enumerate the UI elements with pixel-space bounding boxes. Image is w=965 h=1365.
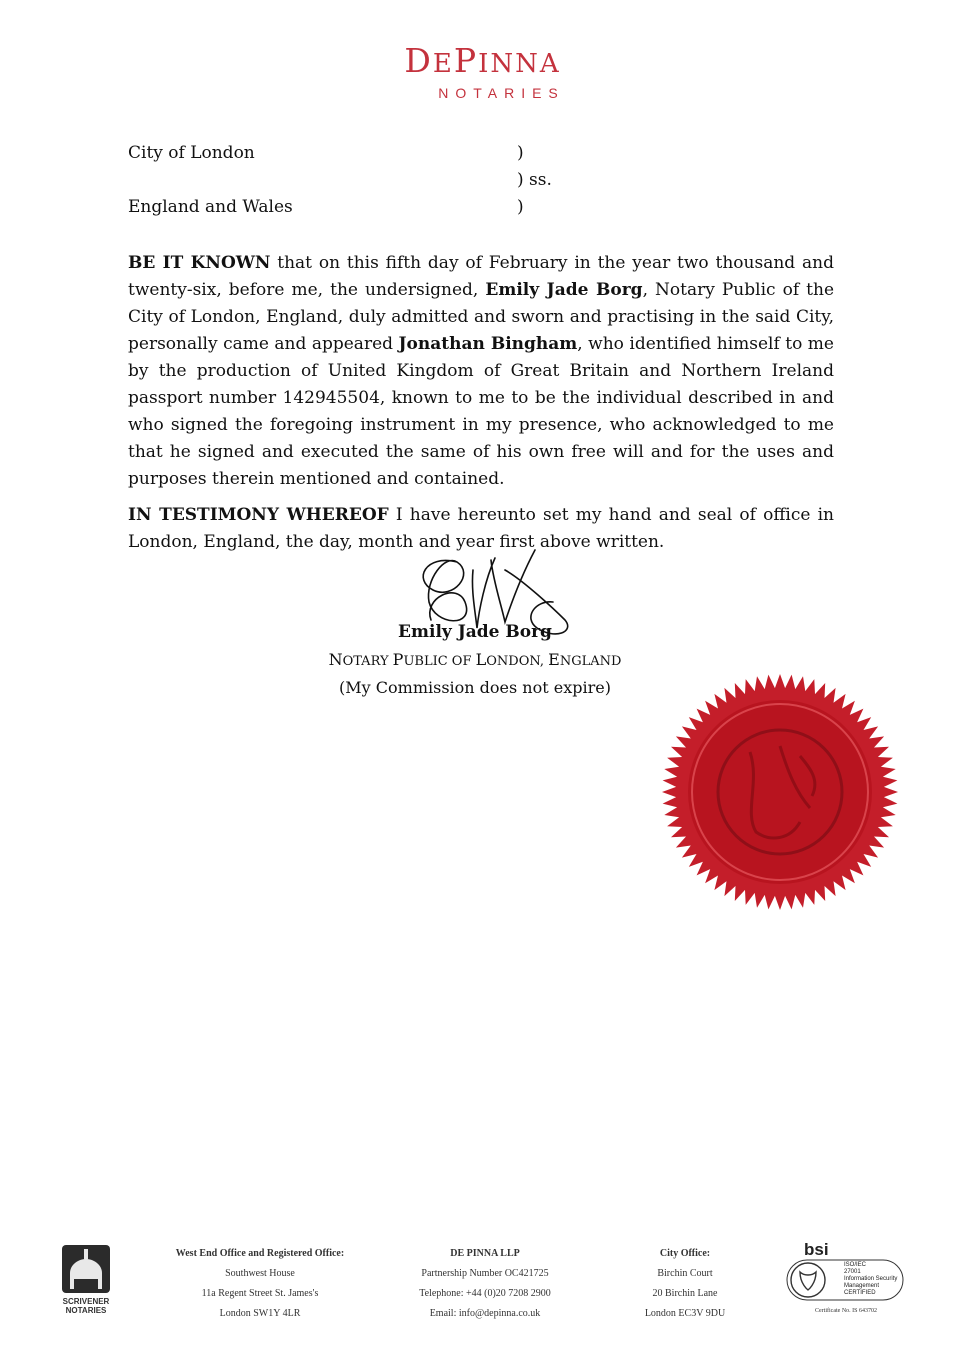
venue-ss: ) ss.: [517, 170, 552, 190]
llp-details: DE PINNA LLP Partnership Number OC421725 Telephone: +44 (0)20 7208 2900 Email: info@depinna.co.uk: [419, 1248, 551, 1319]
west-end-office: West End Office and Registered Office: Southwest House 11a Regent Street St. James's London SW1Y 4LR: [175, 1248, 345, 1319]
bsi-logo: bsi: [804, 1240, 829, 1259]
logo-subtitle: NOTARIES: [438, 85, 565, 101]
signatory-title: NOTARY PUBLIC OF LONDON, ENGLAND: [328, 650, 622, 669]
testimony-paragraph: IN TESTIMONY WHEREOF I have hereunto set my hand and seal of office in London, England, the day, month and year first above written.: [128, 505, 834, 552]
logo-wordmark: DEPINNA: [404, 41, 561, 80]
bsi-certificate-number: Certificate No. IS 643702: [815, 1308, 877, 1314]
signatory-name: Emily Jade Borg: [398, 622, 552, 642]
scrivener-notaries-label: SCRIVENER NOTARIES: [62, 1297, 110, 1315]
notary-name: Emily Jade Borg: [485, 280, 643, 300]
bsi-certification-badge: [786, 1240, 906, 1320]
notary-seal: [660, 672, 900, 912]
venue-paren-bottom: ): [517, 197, 524, 217]
appearer-name: Jonathan Bingham: [398, 334, 578, 354]
handwritten-signature: [405, 540, 590, 650]
venue-country: England and Wales: [128, 197, 293, 217]
testimony-heading: IN TESTIMONY WHEREOF: [128, 505, 389, 525]
scrivener-dome-icon: [60, 1243, 112, 1295]
venue-city: City of London: [128, 143, 255, 163]
venue-paren-top: ): [517, 143, 524, 163]
notarial-certificate-paragraph: BE IT KNOWN that on this fifth day of February in the year two thousand and twenty-six, before me, the undersigned, Emily Jade Borg, Notary Public of the City of London, England, duly admitted and sworn and practising in the said City, personally came and appeared Jonathan Bingham, who identified himself to me by the production of United Kingdom of Great Britain and Northern Ireland passport number 142945504, known to me to be the individual described in and who signed the foregoing instrument in my presence, who acknowledged to me that he signed and executed the same of his own free will and for the uses and purposes therein mentioned and contained.: [128, 253, 835, 489]
bsi-iso-text: ISO/IEC 27001 Information Security Management CERTIFIED: [844, 1262, 898, 1296]
letterhead-logo: [0, 42, 965, 101]
be-it-known-heading: BE IT KNOWN: [128, 253, 271, 273]
commission-note: (My Commission does not expire): [339, 678, 611, 697]
city-office: City Office: Birchin Court 20 Birchin Lane London EC3V 9DU: [644, 1248, 726, 1319]
